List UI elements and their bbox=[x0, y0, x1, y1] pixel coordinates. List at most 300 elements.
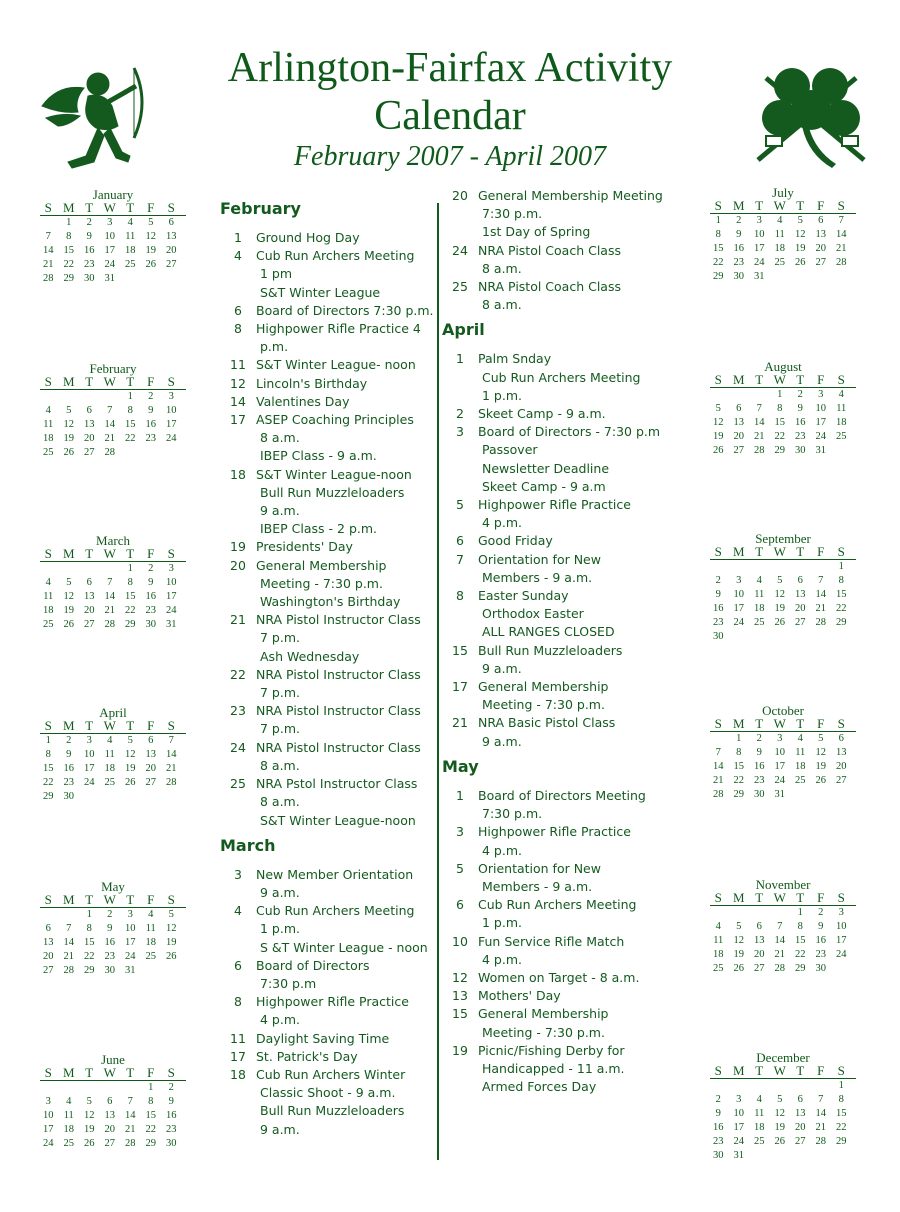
day-number: 28 bbox=[43, 273, 54, 284]
day-number: 20 bbox=[84, 433, 95, 444]
day-number: 6 bbox=[148, 735, 154, 746]
event-text: Women on Target - 8 a.m. bbox=[478, 969, 640, 985]
event-text: General Membership bbox=[256, 557, 387, 573]
day-number: 29 bbox=[84, 965, 95, 976]
week-row bbox=[708, 430, 858, 444]
day-number: 21 bbox=[836, 243, 847, 254]
day-number: 10 bbox=[84, 749, 95, 760]
day-number: 9 bbox=[797, 403, 803, 414]
day-number: 7 bbox=[45, 231, 51, 242]
day-number: 26 bbox=[815, 775, 826, 786]
day-number bbox=[790, 1079, 811, 1093]
events-column-right bbox=[442, 187, 667, 1096]
day-number: 11 bbox=[125, 231, 136, 242]
week-row bbox=[38, 618, 188, 632]
day-number: 18 bbox=[795, 761, 806, 772]
day-number: 11 bbox=[754, 1108, 765, 1119]
day-number: 8 bbox=[127, 577, 133, 588]
day-number: 20 bbox=[815, 243, 826, 254]
day-number: 23 bbox=[166, 1124, 177, 1135]
day-number: 2 bbox=[66, 735, 72, 746]
event-text: General Membership bbox=[478, 679, 609, 695]
day-number: 6 bbox=[797, 575, 803, 586]
day-number: 18 bbox=[754, 1122, 765, 1133]
mini-calendar-month-name: October bbox=[762, 703, 804, 718]
week-row bbox=[708, 242, 858, 256]
weekday-label: W bbox=[103, 546, 116, 561]
week-row bbox=[38, 432, 188, 446]
day-number: 23 bbox=[733, 257, 744, 268]
day-number: 8 bbox=[66, 231, 72, 242]
event-text: Members - 9 a.m. bbox=[482, 569, 593, 585]
day-number: 17 bbox=[43, 1124, 54, 1135]
event-text: 7:30 p.m. bbox=[482, 206, 543, 222]
day-number: 27 bbox=[84, 619, 95, 630]
day-number: 9 bbox=[756, 747, 762, 758]
event-text: 4 p.m. bbox=[260, 1012, 300, 1028]
weekday-label: S bbox=[837, 198, 845, 213]
day-number: 15 bbox=[145, 1110, 156, 1121]
day-number: 22 bbox=[733, 775, 744, 786]
week-row bbox=[38, 418, 188, 432]
day-number: 16 bbox=[104, 937, 115, 948]
day-number bbox=[729, 560, 750, 574]
event-day: 24 bbox=[230, 739, 246, 755]
day-number: 24 bbox=[166, 433, 177, 444]
week-row bbox=[708, 1107, 858, 1121]
day-number: 11 bbox=[43, 591, 54, 602]
day-number bbox=[708, 1079, 729, 1093]
week-row bbox=[708, 760, 858, 774]
day-number: 8 bbox=[45, 749, 51, 760]
day-number: 29 bbox=[63, 273, 74, 284]
week-row bbox=[708, 920, 858, 934]
day-number: 5 bbox=[715, 403, 721, 414]
event-day: 15 bbox=[452, 1006, 468, 1022]
day-number bbox=[38, 390, 59, 404]
weekday-label: S bbox=[167, 374, 175, 389]
day-number: 14 bbox=[754, 417, 765, 428]
week-row bbox=[708, 630, 858, 644]
cupid-archer-icon bbox=[38, 62, 144, 170]
day-number: 14 bbox=[815, 1108, 826, 1119]
event-text: 9 a.m. bbox=[260, 884, 300, 900]
day-number: 19 bbox=[815, 761, 826, 772]
event-entry bbox=[442, 933, 667, 969]
day-number: 29 bbox=[43, 791, 54, 802]
event-day: 20 bbox=[230, 557, 246, 573]
event-day: 11 bbox=[230, 357, 246, 373]
day-number: 21 bbox=[43, 259, 54, 270]
day-number: 8 bbox=[127, 405, 133, 416]
day-number: 1 bbox=[777, 389, 783, 400]
week-row bbox=[38, 230, 188, 244]
event-entry bbox=[220, 1066, 435, 1139]
day-number: 29 bbox=[125, 619, 136, 630]
day-number bbox=[38, 216, 59, 230]
day-number: 3 bbox=[45, 1096, 51, 1107]
day-number: 22 bbox=[43, 777, 54, 788]
day-number: 12 bbox=[125, 749, 136, 760]
event-text: Cub Run Archers Winter bbox=[256, 1066, 406, 1082]
event-entry bbox=[220, 557, 435, 612]
week-row bbox=[708, 948, 858, 962]
day-number: 4 bbox=[756, 1094, 762, 1105]
event-text: NRA Pistol Instructor Class bbox=[256, 739, 421, 755]
weekday-label: M bbox=[62, 200, 75, 215]
event-day: 18 bbox=[230, 1066, 246, 1082]
month-heading-may: May bbox=[442, 756, 479, 776]
week-row bbox=[708, 560, 858, 574]
day-number: 20 bbox=[795, 1122, 806, 1133]
day-number: 6 bbox=[168, 217, 174, 228]
day-number: 6 bbox=[107, 1096, 113, 1107]
event-text: 1 p.m. bbox=[482, 915, 522, 931]
day-number: 7 bbox=[715, 747, 721, 758]
day-number: 1 bbox=[715, 215, 721, 226]
day-number: 10 bbox=[733, 589, 744, 600]
event-text: 1 p.m. bbox=[482, 387, 522, 403]
event-text: 7 p.m. bbox=[260, 630, 300, 646]
weekday-label: S bbox=[714, 198, 722, 213]
event-entry bbox=[220, 611, 435, 666]
day-number bbox=[161, 790, 182, 804]
event-entry bbox=[442, 350, 667, 405]
event-day: 4 bbox=[234, 248, 242, 264]
weekday-label: F bbox=[147, 1065, 155, 1080]
day-number: 8 bbox=[777, 403, 783, 414]
day-number: 7 bbox=[127, 1096, 133, 1107]
event-day: 19 bbox=[230, 539, 246, 555]
event-text: 9 a.m. bbox=[260, 1121, 300, 1137]
day-number: 10 bbox=[774, 747, 785, 758]
event-text: Bull Run Muzzleloaders bbox=[260, 1103, 405, 1119]
day-number: 17 bbox=[84, 763, 95, 774]
event-entry bbox=[220, 466, 435, 539]
week-row bbox=[708, 1135, 858, 1149]
day-number: 23 bbox=[145, 433, 156, 444]
weekday-label: W bbox=[773, 1063, 786, 1078]
day-number: 17 bbox=[166, 591, 177, 602]
day-number: 11 bbox=[754, 589, 765, 600]
day-number: 13 bbox=[166, 231, 177, 242]
weekday-label: S bbox=[167, 892, 175, 907]
day-number bbox=[59, 908, 80, 922]
day-number: 24 bbox=[774, 775, 785, 786]
weekday-label: F bbox=[147, 374, 155, 389]
event-text: NRA Pistol Coach Class bbox=[478, 279, 621, 295]
event-day: 20 bbox=[452, 188, 468, 203]
day-number: 25 bbox=[43, 447, 54, 458]
event-day: 5 bbox=[456, 497, 464, 513]
day-number: 1 bbox=[86, 909, 92, 920]
event-text: Ash Wednesday bbox=[260, 648, 360, 664]
weekday-label: W bbox=[773, 890, 786, 905]
day-number: 20 bbox=[104, 1124, 115, 1135]
weekday-label: M bbox=[62, 718, 75, 733]
day-number: 8 bbox=[838, 575, 844, 586]
mini-calendar-may bbox=[38, 880, 188, 978]
mini-calendar-september bbox=[708, 532, 858, 644]
day-number bbox=[749, 1079, 770, 1093]
event-entry bbox=[220, 902, 435, 957]
day-number: 2 bbox=[818, 907, 824, 918]
event-day: 12 bbox=[230, 375, 246, 391]
day-number: 16 bbox=[145, 591, 156, 602]
weekday-label: S bbox=[44, 1065, 52, 1080]
event-text: Skeet Camp - 9 a.m bbox=[482, 478, 606, 494]
week-row bbox=[38, 576, 188, 590]
event-text: Highpower Rifle Practice bbox=[478, 497, 631, 513]
day-number: 4 bbox=[45, 405, 51, 416]
day-number bbox=[790, 560, 811, 574]
day-number: 25 bbox=[104, 777, 115, 788]
day-number bbox=[811, 1079, 832, 1093]
event-day: 1 bbox=[234, 230, 242, 245]
day-number: 21 bbox=[104, 605, 115, 616]
day-number bbox=[729, 630, 750, 644]
event-day: 19 bbox=[452, 1042, 468, 1058]
day-number: 21 bbox=[713, 775, 724, 786]
day-number: 26 bbox=[84, 1138, 95, 1149]
day-number bbox=[790, 788, 811, 802]
event-text: 8 a.m. bbox=[260, 794, 300, 810]
day-number: 24 bbox=[815, 431, 826, 442]
day-number bbox=[120, 446, 141, 460]
weekday-label: S bbox=[714, 1063, 722, 1078]
day-number: 9 bbox=[715, 589, 721, 600]
week-row bbox=[38, 776, 188, 790]
week-row bbox=[38, 604, 188, 618]
day-number bbox=[749, 630, 770, 644]
event-text: S&T Winter League- noon bbox=[256, 357, 416, 373]
day-number: 28 bbox=[63, 965, 74, 976]
day-number: 23 bbox=[713, 1136, 724, 1147]
day-number: 23 bbox=[795, 431, 806, 442]
event-text: S&T Winter League-noon bbox=[256, 466, 412, 482]
mini-calendar-july bbox=[708, 186, 858, 284]
day-number: 11 bbox=[774, 229, 785, 240]
week-row bbox=[708, 1093, 858, 1107]
weekday-label: F bbox=[817, 890, 825, 905]
day-number: 15 bbox=[713, 243, 724, 254]
day-number: 9 bbox=[66, 749, 72, 760]
day-number: 16 bbox=[713, 1122, 724, 1133]
weekday-label: W bbox=[103, 892, 116, 907]
week-row bbox=[38, 258, 188, 272]
week-row bbox=[708, 934, 858, 948]
day-number bbox=[811, 1149, 832, 1163]
day-number: 8 bbox=[148, 1096, 154, 1107]
day-number: 14 bbox=[104, 419, 115, 430]
week-row bbox=[708, 256, 858, 270]
day-number: 31 bbox=[754, 271, 765, 282]
day-number: 20 bbox=[733, 431, 744, 442]
day-number: 14 bbox=[43, 245, 54, 256]
day-number: 2 bbox=[715, 1094, 721, 1105]
week-row bbox=[708, 588, 858, 602]
day-number: 19 bbox=[125, 763, 136, 774]
day-number: 28 bbox=[713, 789, 724, 800]
day-number: 5 bbox=[168, 909, 174, 920]
event-text: 7 p.m. bbox=[260, 685, 300, 701]
weekday-label: F bbox=[147, 200, 155, 215]
day-number: 23 bbox=[63, 777, 74, 788]
weekday-label: T bbox=[755, 372, 764, 387]
day-number: 26 bbox=[63, 447, 74, 458]
day-number: 19 bbox=[145, 245, 156, 256]
event-entry bbox=[442, 551, 667, 587]
event-day: 6 bbox=[234, 957, 242, 973]
day-number: 15 bbox=[795, 935, 806, 946]
day-number: 16 bbox=[733, 243, 744, 254]
event-text: 9 a.m. bbox=[260, 503, 300, 519]
day-number: 10 bbox=[166, 577, 177, 588]
weekday-label: T bbox=[755, 1063, 764, 1078]
weekday-header bbox=[38, 893, 188, 907]
day-number: 6 bbox=[736, 403, 742, 414]
weekday-label: T bbox=[126, 892, 135, 907]
event-day: 1 bbox=[456, 787, 464, 803]
day-number: 22 bbox=[63, 259, 74, 270]
day-number: 14 bbox=[125, 1110, 136, 1121]
day-number: 4 bbox=[756, 575, 762, 586]
day-number: 9 bbox=[148, 577, 154, 588]
event-entry bbox=[442, 242, 667, 278]
week-row bbox=[38, 590, 188, 604]
day-number: 26 bbox=[125, 777, 136, 788]
day-number bbox=[790, 630, 811, 644]
day-number: 25 bbox=[774, 257, 785, 268]
mini-calendar-december bbox=[708, 1051, 858, 1163]
event-text: Bull Run Muzzleloaders bbox=[260, 484, 405, 500]
event-text: Lincoln's Birthday bbox=[256, 375, 368, 391]
day-number bbox=[59, 562, 80, 576]
day-number: 12 bbox=[795, 229, 806, 240]
mini-calendar-month-name: June bbox=[101, 1052, 125, 1067]
weekday-label: M bbox=[732, 716, 745, 731]
day-number: 9 bbox=[715, 1108, 721, 1119]
event-text: IBEP Class - 9 a.m. bbox=[260, 448, 377, 464]
day-number: 16 bbox=[63, 763, 74, 774]
day-number bbox=[790, 1149, 811, 1163]
event-text: Meeting - 7:30 p.m. bbox=[260, 575, 383, 591]
day-number bbox=[790, 270, 811, 284]
event-entry bbox=[220, 1030, 435, 1048]
day-number: 25 bbox=[754, 617, 765, 628]
day-number: 11 bbox=[713, 935, 724, 946]
day-number: 28 bbox=[166, 777, 177, 788]
event-text: Easter Sunday bbox=[478, 588, 569, 604]
week-row bbox=[38, 404, 188, 418]
mini-calendar-month-name: March bbox=[96, 533, 130, 548]
day-number: 12 bbox=[63, 591, 74, 602]
day-number: 23 bbox=[145, 605, 156, 616]
day-number: 17 bbox=[104, 245, 115, 256]
day-number: 5 bbox=[777, 1094, 783, 1105]
event-text: Classic Shoot - 9 a.m. bbox=[260, 1085, 396, 1101]
day-number: 10 bbox=[815, 403, 826, 414]
day-number: 21 bbox=[815, 1122, 826, 1133]
day-number: 19 bbox=[774, 1122, 785, 1133]
weekday-label: M bbox=[62, 546, 75, 561]
day-number: 22 bbox=[84, 951, 95, 962]
day-number: 2 bbox=[148, 391, 154, 402]
page-subtitle: February 2007 - April 2007 bbox=[293, 141, 607, 172]
day-number: 26 bbox=[63, 619, 74, 630]
event-text: 1 p.m. bbox=[260, 921, 300, 937]
day-number: 9 bbox=[148, 405, 154, 416]
day-number: 28 bbox=[836, 257, 847, 268]
event-entry bbox=[220, 702, 435, 738]
day-number: 5 bbox=[66, 405, 72, 416]
day-number bbox=[831, 1149, 852, 1163]
day-number: 22 bbox=[145, 1124, 156, 1135]
event-text: 8 a.m. bbox=[482, 260, 522, 276]
event-day: 1 bbox=[456, 351, 464, 367]
weekday-label: T bbox=[85, 200, 94, 215]
day-number: 5 bbox=[66, 577, 72, 588]
event-text: 4 p.m. bbox=[482, 951, 522, 967]
day-number: 25 bbox=[836, 431, 847, 442]
day-number: 19 bbox=[774, 603, 785, 614]
event-day: 2 bbox=[456, 406, 464, 422]
day-number: 13 bbox=[84, 419, 95, 430]
event-entry bbox=[220, 538, 435, 556]
day-number bbox=[120, 272, 141, 286]
weekday-label: S bbox=[837, 372, 845, 387]
day-number bbox=[141, 964, 162, 978]
day-number: 13 bbox=[145, 749, 156, 760]
day-number: 1 bbox=[148, 1082, 154, 1093]
weekday-header bbox=[38, 1066, 188, 1080]
day-number bbox=[749, 906, 770, 920]
weekday-label: M bbox=[732, 1063, 745, 1078]
event-text: Valentines Day bbox=[256, 393, 350, 409]
weekday-label: S bbox=[44, 718, 52, 733]
event-text: 4 p.m. bbox=[482, 842, 522, 858]
weekday-label: S bbox=[714, 716, 722, 731]
event-text: Skeet Camp - 9 a.m. bbox=[478, 406, 606, 422]
event-text: Handicapped - 11 a.m. bbox=[482, 1060, 625, 1076]
day-number: 21 bbox=[815, 603, 826, 614]
weekday-label: W bbox=[103, 200, 116, 215]
day-number: 5 bbox=[736, 921, 742, 932]
day-number: 15 bbox=[836, 589, 847, 600]
week-row bbox=[708, 732, 858, 746]
day-number: 25 bbox=[43, 619, 54, 630]
day-number: 13 bbox=[43, 937, 54, 948]
day-number: 6 bbox=[45, 923, 51, 934]
day-number: 27 bbox=[733, 445, 744, 456]
day-number: 12 bbox=[84, 1110, 95, 1121]
event-text: Mothers' Day bbox=[478, 988, 561, 1004]
event-text: 1 pm bbox=[260, 266, 293, 282]
day-number: 26 bbox=[774, 617, 785, 628]
day-number: 29 bbox=[795, 963, 806, 974]
day-number: 4 bbox=[45, 577, 51, 588]
week-row bbox=[38, 950, 188, 964]
weekday-label: S bbox=[167, 546, 175, 561]
weekday-label: F bbox=[817, 1063, 825, 1078]
event-entry bbox=[220, 320, 435, 356]
week-row bbox=[708, 1079, 858, 1093]
month-heading-march: March bbox=[220, 835, 276, 855]
event-text: NRA Pstol Instructor Class bbox=[256, 776, 418, 792]
event-day: 6 bbox=[234, 302, 242, 318]
day-number: 14 bbox=[774, 935, 785, 946]
day-number: 25 bbox=[125, 259, 136, 270]
